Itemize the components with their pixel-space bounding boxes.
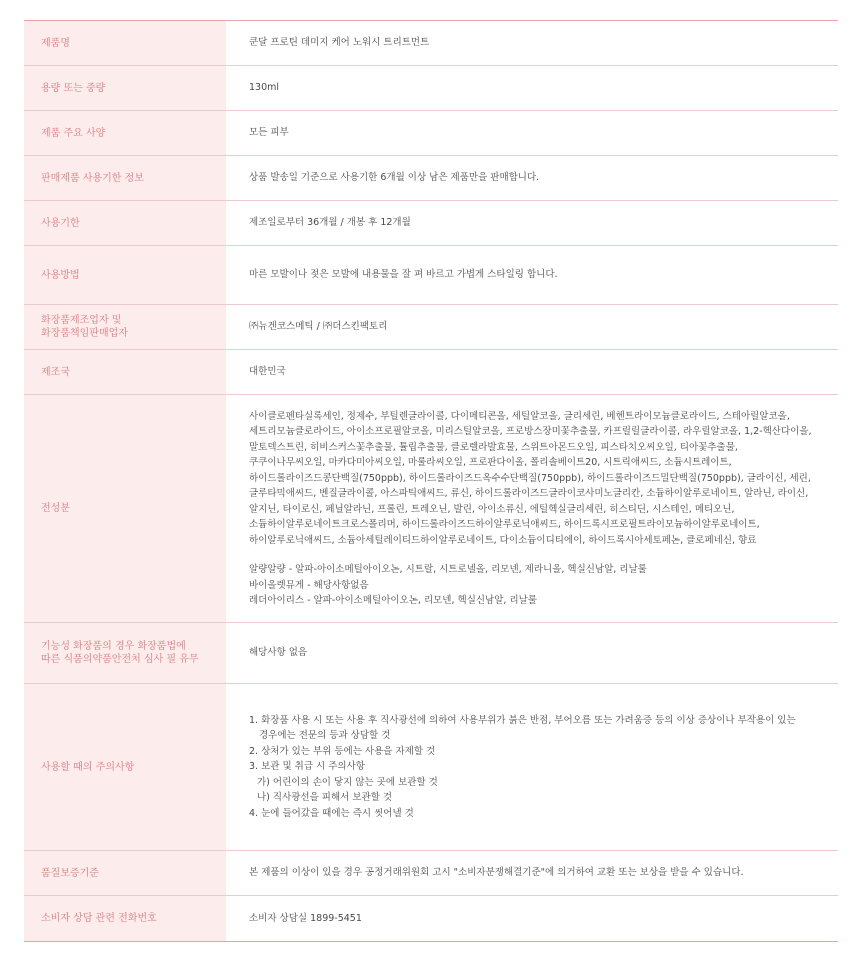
- row-value: 대한민국: [249, 366, 286, 378]
- ingredients-note: 알량알량 - 알파-아이소메틸아이오논, 시트랄, 시트로넬올, 리모넨, 제라니올, 헥실신남알, 리날룰: [249, 564, 647, 575]
- ingredients-text: 사이클로펜타실록세인, 정제수, 부틸렌글라이콜, 다이메티콘올, 세틸알코올, 글리세린, 베헨트라이모늄클로라이드, 스테아릴알코올, 세트리모늄클로라이드, 아이소프로필알코올, 미리스틸알코올, 프로방스장미꽃추출물, 카프릴릴글라이콜, 라우릴알코올, 1,2-헥산다이올, 말토덱스트린, 히비스커스꽃추출물, 튤립추출물, 클로렐라발효물, 스위트아몬드오일, 피스타치오씨오일, 티아꽃추출물, 쿠쿠이나무씨오일, 마카다미아씨오일, 마룰라씨오일, 프로판다이올, 폴리솔베이트20, 시트릭애씨드, 소듐시트레이트, 하이드롤라이즈드콩단백질(750ppb), 하이드롤라이즈드옥수수단백질(750ppb), 하이드롤라이즈드밀단백질(750ppb), 글라이신, 세린, 글루타믹애씨드, 벤질글라이콜, 아스파틱애씨드, 류신, 하이드롤라이즈드글라이코사미노글리칸, 소듐하이알루로네이트, 알라닌, 라이신, 알지닌, 타이로신, 페닐알라닌, 프롤린, 트레오닌, 발린, 아이소류신, 에틸헥실글리세린, 히스티딘, 시스테인, 메티오닌, 소듐하이알루로네이트크로스폴리머, 하이드롤라이즈드하이알루로닉애씨드, 하이드록시프로필트라이모늄하이알루로네이트, 하이알루로닉애씨드, 소듐아세틸레이티드하이알루로네이트, 다이소듐이디티에이, 하이드록시아세토페논, 클로페네신, 향료: [249, 410, 812, 546]
- ingredients-note: 레더아이리스 - 알파-아이소메틸아이오논, 리모넨, 헥실신남알, 리날룰: [249, 595, 537, 606]
- product-info-table: [24, 20, 838, 942]
- caution-item: 나) 직사광선을 피해서 보관할 것: [257, 792, 393, 804]
- caution-item: 4. 눈에 들어갔을 때에는 즉시 씻어낼 것: [249, 807, 414, 819]
- row-value: 제조일로부터 36개월 / 개봉 후 12개월: [249, 217, 411, 229]
- row-label: 사용할 때의 주의사항: [24, 684, 226, 850]
- row-value: 소비자 상담실 1899-5451: [249, 912, 362, 924]
- row-label: 사용방법: [24, 246, 226, 304]
- row-value: 130ml: [249, 82, 280, 94]
- row-label: 제조국: [24, 350, 226, 394]
- table-row: [24, 246, 838, 305]
- row-value: 쿤달 프로틴 데미지 케어 노워시 트리트먼트: [249, 37, 430, 49]
- row-label: 품질보증기준: [24, 851, 226, 895]
- row-value: 상품 발송일 기준으로 사용기한 6개월 이상 남은 제품만을 판매합니다.: [249, 172, 540, 184]
- row-label: 사용기한: [24, 201, 226, 245]
- row-value: [226, 395, 838, 622]
- table-row: [24, 66, 838, 111]
- table-row: [24, 21, 838, 66]
- table-row: [24, 623, 838, 684]
- table-row: [24, 305, 838, 350]
- caution-item: 1. 화장품 사용 시 또는 사용 후 직사광선에 의하여 사용부위가 붉은 반점, 부어오름 또는 가려움증 등의 이상 증상이나 부작용이 있는: [249, 714, 796, 726]
- table-row: [24, 896, 838, 941]
- caution-item: 3. 보관 및 취급 시 주의사항: [249, 761, 365, 773]
- row-label: 판매제품 사용기한 정보: [24, 156, 226, 200]
- table-row: [24, 350, 838, 395]
- row-label: 용량 또는 중량: [24, 66, 226, 110]
- row-label: 제품 주요 사양: [24, 111, 226, 155]
- row-value: 해당사항 없음: [249, 647, 308, 659]
- caution-item: 경우에는 전문의 등과 상담할 것: [259, 730, 391, 742]
- row-value: [226, 684, 838, 850]
- table-row: [24, 395, 838, 623]
- row-label: 기능성 화장품의 경우 화장품법에 따른 식품의약품안전처 심사 필 유무: [24, 623, 226, 683]
- ingredients-note: 바이올렛뮤게 - 해당사항없음: [249, 579, 369, 591]
- caution-item: 2. 상처가 있는 부위 등에는 사용을 자제할 것: [249, 745, 436, 757]
- row-value: ㈜뉴겐코스메틱 / ㈜더스킨팩토리: [249, 321, 388, 333]
- table-row: [24, 156, 838, 201]
- table-row: [24, 851, 838, 896]
- caution-item: 가) 어린이의 손이 닿지 않는 곳에 보관할 것: [257, 776, 438, 788]
- row-label: 화장품제조업자 및 화장품책임판매업자: [24, 305, 226, 349]
- table-row: [24, 684, 838, 851]
- row-label: 전성분: [24, 395, 226, 622]
- row-value: 본 제품의 이상이 있을 경우 공정거래위원회 고시 "소비자분쟁해결기준"에 의거하여 교환 또는 보상을 받을 수 있습니다.: [249, 867, 744, 879]
- row-label: 소비자 상담 관련 전화번호: [24, 896, 226, 941]
- row-value: 마른 모발이나 젖은 모발에 내용물을 잘 펴 바르고 가볍게 스타일링 합니다.: [249, 269, 558, 281]
- row-label: 제품명: [24, 21, 226, 65]
- table-row: [24, 111, 838, 156]
- table-row: [24, 201, 838, 246]
- row-value: 모든 피부: [249, 127, 289, 139]
